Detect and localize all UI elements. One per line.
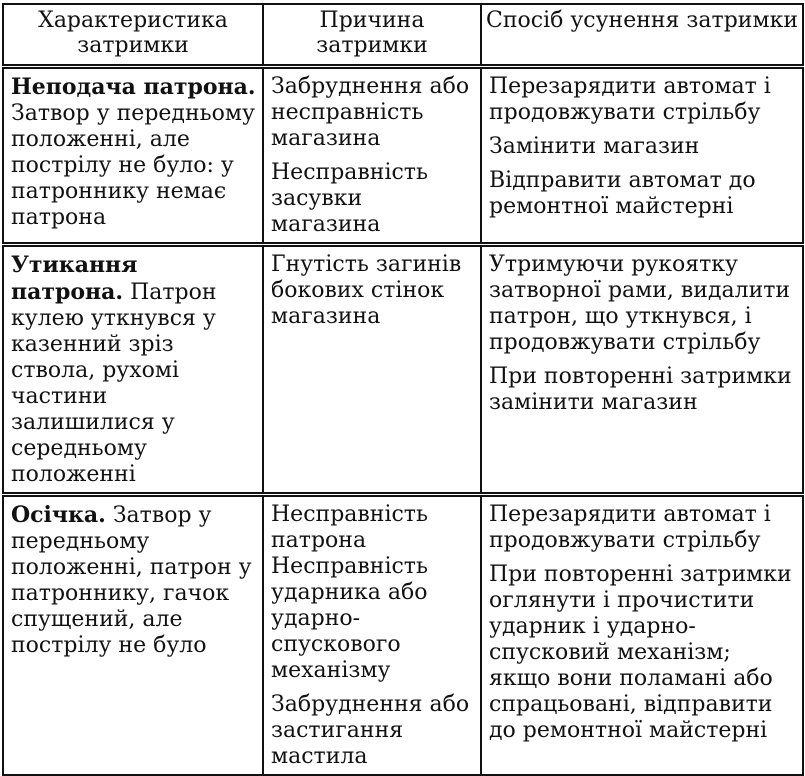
table-row — [3, 495, 803, 776]
remedy-cell — [481, 67, 803, 245]
header-remedy: Спосіб усунення затримки — [481, 4, 803, 67]
remedy-item: Відправити автомат до ремонтної майстерні — [489, 168, 756, 219]
table-header-row — [3, 4, 803, 67]
delay-title: Неподача патрона. — [11, 74, 256, 100]
remedy-item: Перезарядити автомат і продовжувати стрільбу — [489, 74, 771, 125]
remedy-item: При повторенні затримки замінити магазин — [489, 364, 792, 415]
cause-cell — [263, 67, 481, 245]
characteristic-cell — [3, 495, 263, 776]
remedy-item: При повторенні затримки оглянути і прочистити ударник і ударно-спусковий механізм; якщо вони поламані або спрацьовані, відправити до ремонтної майстерні — [489, 562, 792, 743]
remedy-cell — [481, 245, 803, 495]
cause-item: Несправність засувки магазина — [271, 160, 428, 237]
cause-cell — [263, 495, 481, 776]
characteristic-cell — [3, 67, 263, 245]
header-cause: Причина затримки — [263, 4, 481, 67]
delays-table — [2, 3, 804, 776]
delay-description: Затвор у передньому положенні, патрон у патроннику, гачок спущений, але пострілу не було — [11, 503, 252, 658]
remedy-item: Перезарядити автомат і продовжувати стрільбу — [489, 502, 771, 553]
delay-description: Затвор у передньому положенні, але пострілу не було: у патроннику немає патрона — [11, 101, 255, 230]
cause-item: Забруднення або несправність магазина — [271, 74, 470, 151]
delay-title: Осічка. — [11, 502, 106, 528]
remedy-item: Замінити магазин — [489, 134, 700, 159]
characteristic-cell — [3, 245, 263, 495]
cause-item: Забруднення або застигання мастила — [271, 692, 470, 769]
cause-cell — [263, 245, 481, 495]
cause-item: Несправність ударника або ударно-спускового механізму — [271, 554, 428, 683]
delay-title: Утикання патрона. — [11, 252, 138, 305]
delay-description: Патрон кулею уткнувся у казенний зріз ствола, рухомі частини залишилися у середньому положенні — [11, 280, 217, 487]
remedy-item: Утримуючи рукоятку затворної рами, видалити патрон, що уткнувся, і продовжувати стрільбу — [489, 252, 791, 355]
cause-item: Несправність патрона — [271, 502, 428, 553]
table-row — [3, 67, 803, 245]
table-row — [3, 245, 803, 495]
header-characteristic: Характеристика затримки — [3, 4, 263, 67]
remedy-cell — [481, 495, 803, 776]
cause-item: Гнутість загинів бокових стінок магазина — [271, 252, 462, 329]
